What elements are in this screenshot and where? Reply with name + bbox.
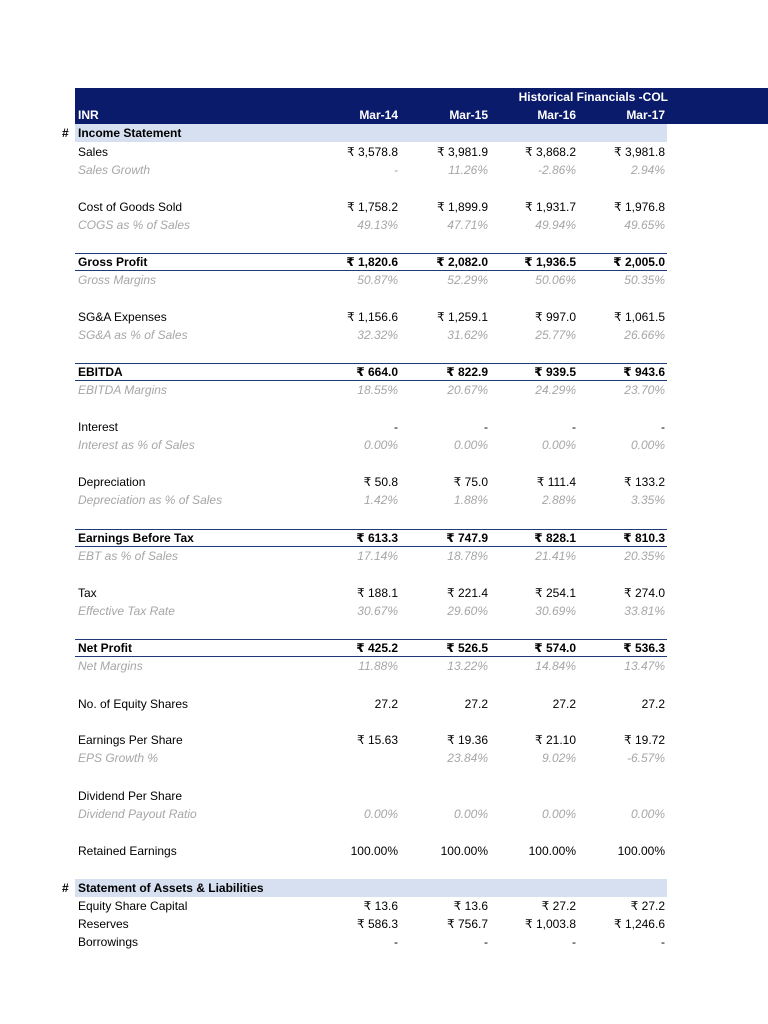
row-label: Reserves — [78, 917, 129, 931]
cell-mar-16: ₹ 828.1 — [534, 531, 576, 545]
cell-mar-16: 0.00% — [541, 807, 576, 821]
row-sales-growth — [0, 161, 768, 179]
cell-mar-14: ₹ 3,578.8 — [346, 145, 398, 159]
header-title-band — [75, 88, 768, 106]
cell-mar-15: 100.00% — [440, 844, 488, 858]
cell-mar-14: 0.00% — [363, 807, 398, 821]
cell-mar-14: 0.00% — [363, 438, 398, 452]
row-label: Gross Margins — [78, 273, 157, 287]
row-label: Sales Growth — [78, 163, 151, 177]
row-eps-growth — [0, 749, 768, 767]
cell-mar-15: - — [484, 935, 488, 949]
row-label: EBT as % of Sales — [78, 549, 179, 563]
cell-mar-14: ₹ 1,758.2 — [346, 200, 398, 214]
cell-mar-15: 1.88% — [453, 493, 488, 507]
cell-mar-17: 0.00% — [630, 807, 665, 821]
cell-mar-15: ₹ 2,082.0 — [436, 255, 488, 269]
row-retained-earnings — [0, 842, 768, 860]
section-hash: # — [62, 881, 69, 895]
column-header-mar-16: Mar-16 — [537, 108, 576, 122]
cell-mar-17: ₹ 2,005.0 — [613, 255, 665, 269]
row-label: Equity Share Capital — [78, 899, 188, 913]
cell-mar-14: 100.00% — [350, 844, 398, 858]
cell-mar-16: 30.69% — [535, 604, 576, 618]
cell-mar-16: ₹ 1,931.7 — [524, 200, 576, 214]
row-label: SG&A as % of Sales — [78, 328, 188, 342]
cell-mar-17: ₹ 810.3 — [623, 531, 665, 545]
row-borrowings — [0, 933, 768, 951]
cell-mar-15: ₹ 822.9 — [446, 365, 488, 379]
row-ebitda — [0, 363, 768, 381]
cell-mar-16: 100.00% — [528, 844, 576, 858]
cell-mar-15: ₹ 747.9 — [446, 531, 488, 545]
cell-mar-16: - — [572, 935, 576, 949]
cell-mar-14: ₹ 50.8 — [363, 475, 398, 489]
cell-mar-15: ₹ 1,259.1 — [436, 310, 488, 324]
row-top-border — [75, 639, 667, 640]
column-header-mar-17: Mar-17 — [626, 108, 665, 122]
cell-mar-16: 50.06% — [535, 273, 576, 287]
cell-mar-17: ₹ 943.6 — [623, 365, 665, 379]
cell-mar-15: 11.26% — [448, 163, 488, 177]
row-ebt — [0, 529, 768, 547]
cell-mar-14: ₹ 1,820.6 — [346, 255, 398, 269]
cell-mar-14: 50.87% — [357, 273, 398, 287]
cell-mar-16: 9.02% — [541, 751, 576, 765]
cell-mar-16: -2.86% — [537, 163, 576, 177]
cell-mar-14: 32.32% — [357, 328, 398, 342]
cell-mar-15: 52.29% — [447, 273, 488, 287]
cell-mar-17: 26.66% — [624, 328, 665, 342]
row-net-profit — [0, 639, 768, 657]
section-label: Income Statement — [78, 126, 182, 140]
cell-mar-17: 20.35% — [624, 549, 665, 563]
row-label: Earnings Per Share — [78, 733, 183, 747]
cell-mar-14: 30.67% — [357, 604, 398, 618]
row-dividend-payout — [0, 805, 768, 823]
cell-mar-14: 27.2 — [374, 697, 398, 711]
cell-mar-15: ₹ 1,899.9 — [436, 200, 488, 214]
row-label: Effective Tax Rate — [78, 604, 175, 618]
cell-mar-14: ₹ 586.3 — [357, 917, 398, 931]
cell-mar-15: ₹ 526.5 — [446, 641, 488, 655]
cell-mar-16: 25.77% — [535, 328, 576, 342]
cell-mar-17: 33.81% — [624, 604, 665, 618]
cell-mar-17: ₹ 1,061.5 — [613, 310, 665, 324]
cell-mar-17: 3.35% — [630, 493, 665, 507]
cell-mar-17: 23.70% — [624, 383, 665, 397]
row-label: COGS as % of Sales — [78, 218, 191, 232]
cell-mar-14: 17.14% — [357, 549, 398, 563]
cell-mar-15: 47.71% — [447, 218, 488, 232]
cell-mar-17: 27.2 — [641, 697, 665, 711]
cell-mar-16: 49.94% — [535, 218, 576, 232]
section-assets-liabilities — [0, 879, 768, 897]
cell-mar-17: - — [661, 935, 665, 949]
cell-mar-17: ₹ 19.72 — [624, 733, 665, 747]
cell-mar-17: ₹ 1,246.6 — [613, 917, 665, 931]
cell-mar-16: ₹ 574.0 — [534, 641, 576, 655]
cell-mar-16: ₹ 254.1 — [535, 586, 576, 600]
cell-mar-16: ₹ 111.4 — [536, 475, 576, 489]
row-label: Gross Profit — [78, 255, 148, 269]
cell-mar-15: 23.84% — [447, 751, 488, 765]
row-label: Depreciation as % of Sales — [78, 493, 223, 507]
cell-mar-15: 31.62% — [447, 328, 488, 342]
row-sga-pct — [0, 326, 768, 344]
cell-mar-17: ₹ 274.0 — [624, 586, 665, 600]
row-label: Tax — [78, 586, 97, 600]
row-label: EBITDA — [78, 365, 123, 379]
cell-mar-15: 20.67% — [447, 383, 488, 397]
row-label: Borrowings — [78, 935, 139, 949]
row-label: Retained Earnings — [78, 844, 177, 858]
cell-mar-17: ₹ 536.3 — [623, 641, 665, 655]
currency-label: INR — [78, 108, 99, 122]
row-label: Sales — [78, 145, 109, 159]
cell-mar-14: ₹ 613.3 — [356, 531, 398, 545]
cell-mar-14: - — [394, 163, 398, 177]
row-sga — [0, 308, 768, 326]
cell-mar-17: ₹ 27.2 — [630, 899, 665, 913]
cell-mar-15: ₹ 19.36 — [447, 733, 488, 747]
row-interest-pct — [0, 436, 768, 454]
cell-mar-14: ₹ 188.1 — [357, 586, 398, 600]
row-equity-shares — [0, 695, 768, 713]
cell-mar-16: ₹ 1,003.8 — [524, 917, 576, 931]
row-ebt-pct — [0, 547, 768, 565]
cell-mar-17: 2.94% — [630, 163, 665, 177]
cell-mar-14: ₹ 13.6 — [363, 899, 398, 913]
row-label: Net Margins — [78, 659, 143, 673]
cell-mar-16: ₹ 939.5 — [534, 365, 576, 379]
cell-mar-15: ₹ 756.7 — [447, 917, 488, 931]
cell-mar-16: ₹ 3,868.2 — [524, 145, 576, 159]
cell-mar-17: 49.65% — [624, 218, 665, 232]
row-eps — [0, 731, 768, 749]
row-equity-share-capital — [0, 897, 768, 915]
column-header-mar-15: Mar-15 — [449, 108, 488, 122]
row-label: Interest as % of Sales — [78, 438, 195, 452]
cell-mar-14: - — [394, 420, 398, 434]
row-net-margins — [0, 657, 768, 675]
cell-mar-15: 27.2 — [464, 697, 488, 711]
row-label: Net Profit — [78, 641, 132, 655]
cell-mar-14: ₹ 15.63 — [357, 733, 398, 747]
row-depreciation-pct — [0, 491, 768, 509]
cell-mar-15: - — [484, 420, 488, 434]
cell-mar-15: 29.60% — [447, 604, 488, 618]
row-cogs-pct — [0, 216, 768, 234]
column-header-mar-14: Mar-14 — [359, 108, 398, 122]
row-label: EPS Growth % — [78, 751, 159, 765]
cell-mar-16: 14.84% — [535, 659, 576, 673]
row-sales — [0, 143, 768, 161]
cell-mar-17: -6.57% — [626, 751, 665, 765]
row-ebitda-margins — [0, 381, 768, 399]
row-label: Dividend Per Share — [78, 789, 183, 803]
section-hash: # — [62, 126, 69, 140]
row-tax-rate — [0, 602, 768, 620]
cell-mar-17: ₹ 3,981.8 — [613, 145, 665, 159]
cell-mar-16: ₹ 21.10 — [535, 733, 576, 747]
cell-mar-15: ₹ 75.0 — [453, 475, 488, 489]
cell-mar-16: 2.88% — [541, 493, 576, 507]
row-top-border — [75, 253, 667, 254]
row-depreciation — [0, 473, 768, 491]
row-tax — [0, 584, 768, 602]
cell-mar-15: ₹ 221.4 — [447, 586, 488, 600]
row-label: No. of Equity Shares — [78, 697, 189, 711]
cell-mar-16: ₹ 997.0 — [535, 310, 576, 324]
cell-mar-17: ₹ 133.2 — [624, 475, 665, 489]
cell-mar-17: 50.35% — [624, 273, 665, 287]
row-label: EBITDA Margins — [78, 383, 167, 397]
row-label: Depreciation — [78, 475, 146, 489]
cell-mar-17: 0.00% — [630, 438, 665, 452]
row-cogs — [0, 198, 768, 216]
row-reserves — [0, 915, 768, 933]
row-label: Earnings Before Tax — [78, 531, 194, 545]
cell-mar-17: 13.47% — [624, 659, 665, 673]
cell-mar-15: ₹ 13.6 — [453, 899, 488, 913]
row-dividend-per-share — [0, 787, 768, 805]
cell-mar-16: - — [572, 420, 576, 434]
cell-mar-15: ₹ 3,981.9 — [436, 145, 488, 159]
cell-mar-16: 27.2 — [552, 697, 576, 711]
cell-mar-16: 21.41% — [535, 549, 576, 563]
cell-mar-14: - — [394, 935, 398, 949]
cell-mar-15: 0.00% — [453, 807, 488, 821]
sheet-title: Historical Financials -COL — [518, 90, 668, 104]
row-top-border — [75, 529, 667, 530]
cell-mar-14: ₹ 664.0 — [356, 365, 398, 379]
cell-mar-17: ₹ 1,976.8 — [613, 200, 665, 214]
cell-mar-15: 0.00% — [453, 438, 488, 452]
row-gross-margins — [0, 271, 768, 289]
cell-mar-14: ₹ 1,156.6 — [346, 310, 398, 324]
cell-mar-16: ₹ 1,936.5 — [524, 255, 576, 269]
cell-mar-17: 100.00% — [617, 844, 665, 858]
cell-mar-15: 18.78% — [447, 549, 488, 563]
cell-mar-14: 11.88% — [358, 659, 398, 673]
row-interest — [0, 418, 768, 436]
row-label: Interest — [78, 420, 119, 434]
row-top-border — [75, 363, 667, 364]
cell-mar-15: 13.22% — [447, 659, 488, 673]
row-label: SG&A Expenses — [78, 310, 167, 324]
row-label: Cost of Goods Sold — [78, 200, 183, 214]
cell-mar-14: 18.55% — [357, 383, 398, 397]
cell-mar-16: 24.29% — [535, 383, 576, 397]
section-label: Statement of Assets & Liabilities — [78, 881, 264, 895]
cell-mar-17: - — [661, 420, 665, 434]
row-gross-profit — [0, 253, 768, 271]
row-label: Dividend Payout Ratio — [78, 807, 197, 821]
cell-mar-16: ₹ 27.2 — [541, 899, 576, 913]
header-columns-band — [75, 106, 768, 124]
section-income-statement — [0, 124, 768, 142]
cell-mar-14: 49.13% — [357, 218, 398, 232]
cell-mar-14: ₹ 425.2 — [356, 641, 398, 655]
cell-mar-16: 0.00% — [541, 438, 576, 452]
cell-mar-14: 1.42% — [363, 493, 398, 507]
